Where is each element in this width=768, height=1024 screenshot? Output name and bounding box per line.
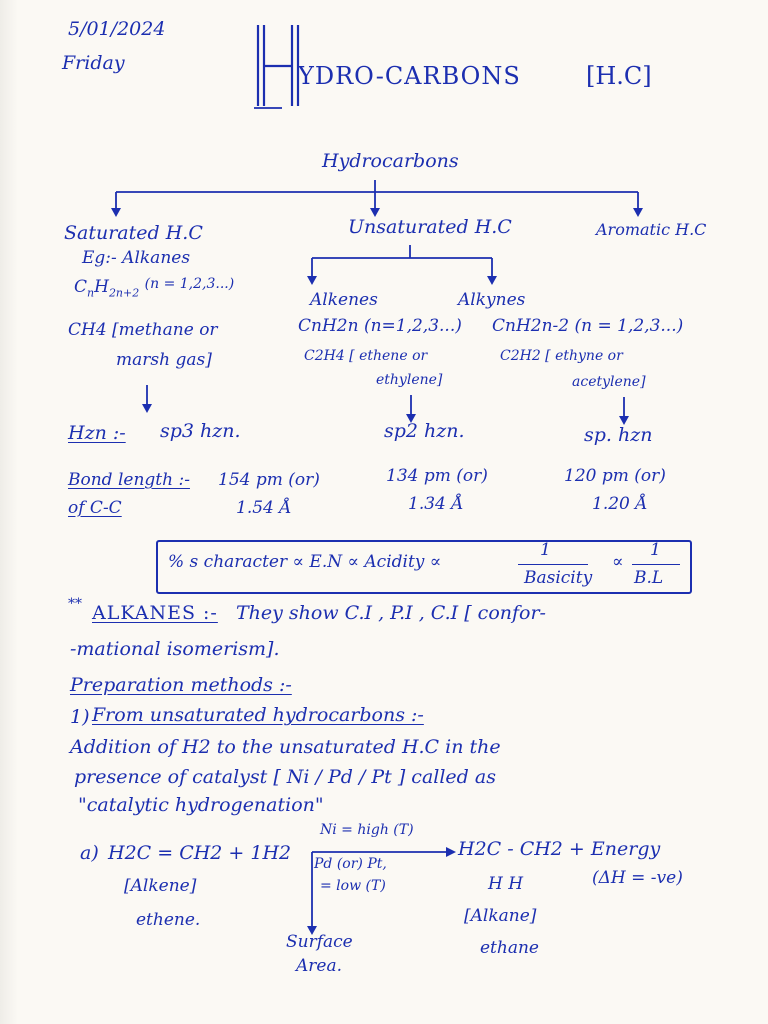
alkynes-label: Alkynes: [458, 290, 526, 310]
star-marks: **: [68, 596, 82, 612]
methane-line2: marsh gas]: [116, 350, 212, 370]
alkane-name: ethane: [480, 938, 539, 958]
fraction1-bar: [518, 564, 588, 565]
day: Friday: [62, 52, 125, 74]
preparation-heading: Preparation methods :-: [70, 674, 292, 696]
methane-line1: CH4 [methane or: [68, 320, 218, 340]
alkenes-formula: CnH2n (n=1,2,3...): [298, 316, 462, 336]
equation-rhs-hydrogens: H H: [488, 874, 524, 894]
alkynes-formula: CnH2n-2 (n = 1,2,3...): [492, 316, 684, 336]
equation-label: a): [80, 842, 99, 864]
surface-area-line2: Area.: [296, 956, 343, 976]
surface-area-line1: Surface: [286, 932, 353, 952]
alkanes-line1: They show C.I , P.I , C.I [ confor-: [236, 602, 546, 624]
method1-title: From unsaturated hydrocarbons :-: [92, 704, 424, 726]
alkenes-example-line1: C2H4 [ ethene or: [304, 348, 428, 364]
alkene-name: ethene.: [136, 910, 201, 930]
alkane-tag: [Alkane]: [464, 906, 537, 926]
alkynes-example-line1: C2H2 [ ethyne or: [500, 348, 623, 364]
fraction2-numerator: 1: [650, 540, 661, 560]
bond-length-alkenes-pm: 134 pm (or): [386, 466, 488, 486]
alkynes-example-line2: acetylene]: [572, 374, 646, 390]
saturated-formula: $C_nH_{2n+2}$ $^{(n = 1,2,3...)}$: [74, 276, 235, 300]
equation-lhs: H2C = CH2 + 1H2: [108, 842, 292, 864]
catalyst-condition-bottom: = low (T): [320, 878, 386, 894]
relation-text: % s character ∝ E.N ∝ Acidity ∝: [168, 552, 442, 572]
catalyst-condition-mid: Pd (or) Pt,: [314, 856, 387, 872]
catalyst-condition-top: Ni = high (T): [320, 822, 414, 838]
unsaturated-label: Unsaturated H.C: [348, 216, 512, 238]
bond-length-alkynes-pm: 120 pm (or): [564, 466, 666, 486]
bond-length-alkynes-a: 1.20 Å: [592, 494, 648, 514]
bond-length-saturated-a: 1.54 Å: [236, 498, 292, 518]
description-line2: presence of catalyst [ Ni / Pd / Pt ] called as: [74, 766, 496, 788]
description-line1: Addition of H2 to the unsaturated H.C in the: [70, 736, 501, 758]
alkanes-line2: -mational isomerism].: [70, 638, 280, 660]
hybridization-label: Hzn :-: [68, 422, 126, 444]
alkanes-heading: ALKANES :-: [92, 602, 218, 624]
alkenes-example-line2: ethylene]: [376, 372, 443, 388]
method1-number: 1): [70, 706, 90, 728]
fraction2-bar: [632, 564, 680, 565]
fraction1-numerator: 1: [540, 540, 551, 560]
alkenes-label: Alkenes: [310, 290, 378, 310]
description-line3: "catalytic hydrogenation": [78, 794, 324, 816]
bond-length-label: Bond length :-: [68, 470, 190, 490]
tree-root: Hydrocarbons: [322, 150, 459, 172]
bond-length-saturated-pm: 154 pm (or): [218, 470, 320, 490]
hybridization-alkenes: sp2 hzn.: [384, 420, 465, 442]
title-tag: [H.C]: [586, 62, 652, 90]
equation-rhs: H2C - CH2 + Energy: [458, 838, 661, 860]
hybridization-saturated: sp3 hzn.: [160, 420, 241, 442]
bond-length-label-cc: of C-C: [68, 498, 122, 518]
fraction2-denominator: B.L: [634, 568, 664, 588]
relation-alpha: ∝: [612, 552, 624, 572]
bond-length-alkenes-a: 1.34 Å: [408, 494, 464, 514]
fraction1-denominator: Basicity: [524, 568, 593, 588]
date: 5/01/2024: [68, 18, 166, 40]
alkene-tag: [Alkene]: [124, 876, 197, 896]
enthalpy-change: (ΔH = -ve): [592, 868, 683, 888]
hybridization-alkynes: sp. hzn: [584, 424, 653, 446]
saturated-label: Saturated H.C: [64, 222, 203, 244]
saturated-example: Eg:- Alkanes: [82, 248, 191, 268]
aromatic-label: Aromatic H.C: [596, 220, 707, 239]
page-title: YDRO-CARBONS: [298, 62, 521, 90]
